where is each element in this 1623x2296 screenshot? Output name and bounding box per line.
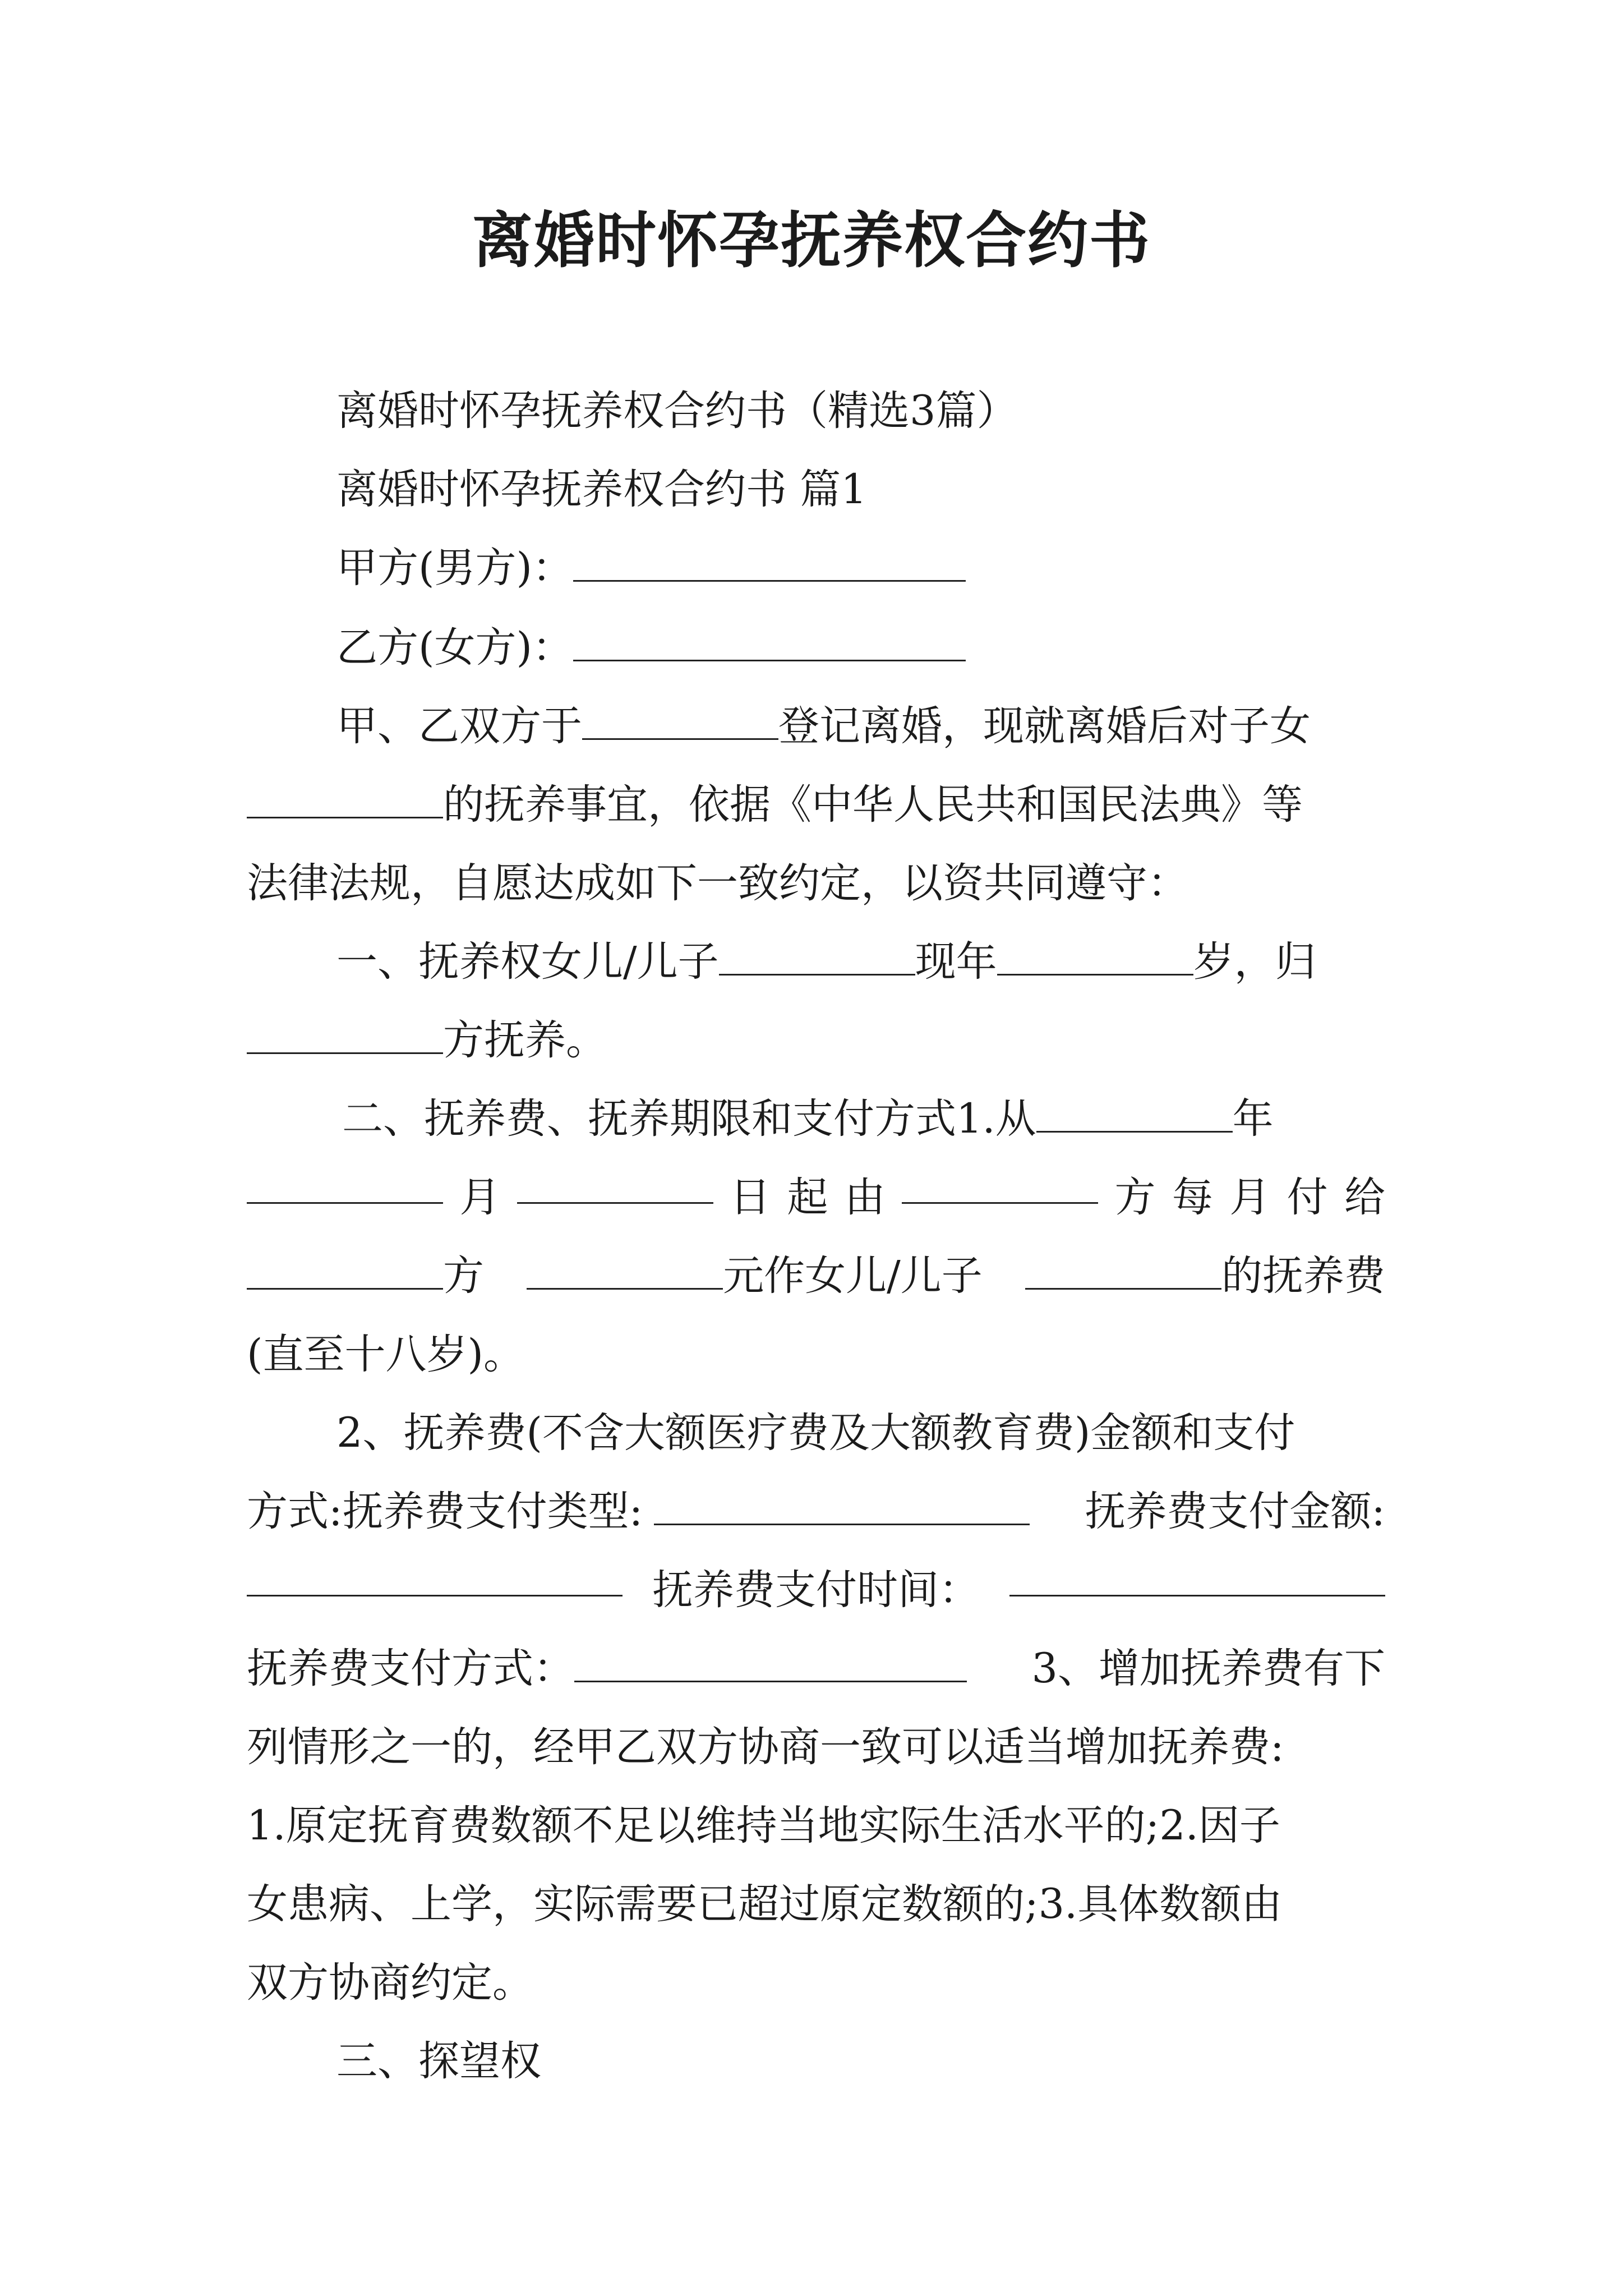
text: 的抚养事宜，依据《中华人民共和国民法典》等 <box>443 781 1303 829</box>
amount-blank <box>527 1255 723 1290</box>
text: 由 <box>844 1174 886 1221</box>
text: 现年 <box>915 938 997 986</box>
section-2-line-2 <box>247 1170 1385 1226</box>
party-a-line <box>336 540 966 596</box>
section-3-heading: 三、探望权 <box>336 2037 541 2085</box>
text: 日 <box>730 1174 771 1221</box>
child-name-blank <box>719 941 915 976</box>
text: 的抚养费 <box>1221 1252 1385 1300</box>
month-blank <box>247 1170 443 1204</box>
text: 月 <box>459 1174 501 1221</box>
text: 方抚养。 <box>443 1016 607 1064</box>
document-title: 离婚时怀孕抚养权合约书 <box>472 206 1151 276</box>
text: 3、增加抚养费有下 <box>1031 1645 1385 1692</box>
year-blank <box>1036 1098 1233 1133</box>
party-b-blank <box>573 627 966 661</box>
section-2-2-line-3 <box>247 1562 1385 1618</box>
section-2-line-4: (直至十八岁)。 <box>247 1331 524 1378</box>
section-1-line-1 <box>336 934 1316 990</box>
payment-type-blank <box>654 1491 1030 1525</box>
section-2-2-line-1: 2、抚养费(不含大额医疗费及大额教育费)金额和支付 <box>336 1409 1295 1457</box>
party-b-label: 乙方(女方)： <box>336 624 573 671</box>
section-heading: 离婚时怀孕抚养权合约书 篇1 <box>336 466 867 513</box>
text: 方式:抚养费支付类型: <box>247 1488 643 1535</box>
paragraph-1-line-2 <box>247 777 1303 833</box>
party-a-label: 甲方(男方)： <box>336 544 573 592</box>
text: 二、抚养费、抚养期限和支付方式1.从 <box>342 1095 1036 1143</box>
date-blank <box>582 706 778 740</box>
custody-party-blank <box>247 1020 443 1054</box>
section-1-line-2 <box>247 1013 607 1069</box>
text: 抚养费支付金额: <box>1085 1488 1385 1535</box>
day-blank <box>517 1170 713 1204</box>
section-2-line-1 <box>342 1091 1274 1147</box>
text: 甲、乙双方于 <box>336 702 582 750</box>
text: 元作女儿/儿子 <box>723 1252 983 1300</box>
payment-time-blank <box>1009 1562 1385 1596</box>
text: 岁，归 <box>1193 938 1316 986</box>
text: 一、抚养权女儿/儿子 <box>336 938 719 986</box>
age-blank <box>997 941 1193 976</box>
section-2-2-line-8: 双方协商约定。 <box>247 1959 533 2007</box>
text: 年 <box>1232 1095 1274 1143</box>
section-2-2-line-5: 列情形之一的，经甲乙双方协商一致可以适当增加抚养费: <box>247 1723 1284 1771</box>
payee-blank <box>247 1255 443 1290</box>
text: 每 <box>1172 1174 1213 1221</box>
payment-amount-blank <box>247 1562 623 1596</box>
section-2-2-line-6: 1.原定抚育费数额不足以维持当地实际生活水平的;2.因子 <box>247 1802 1280 1849</box>
child-blank <box>247 784 443 818</box>
text: 给 <box>1344 1174 1385 1221</box>
party-a-blank <box>573 547 966 582</box>
section-2-2-line-4 <box>247 1641 1385 1697</box>
payment-method-blank <box>574 1648 967 1682</box>
text: 方 <box>1114 1174 1156 1221</box>
text: 抚养费支付时间： <box>652 1566 980 1614</box>
party-b-line <box>336 620 966 676</box>
text: 抚养费支付方式： <box>247 1645 574 1692</box>
subtitle: 离婚时怀孕抚养权合约书（精选3篇） <box>336 387 1018 435</box>
text: 方 <box>443 1252 484 1300</box>
paragraph-1-line-3: 法律法规，自愿达成如下一致约定，以资共同遵守： <box>247 859 1188 907</box>
text: 月 <box>1229 1174 1271 1221</box>
text: 登记离婚，现就离婚后对子女 <box>778 702 1311 750</box>
section-2-2-line-7: 女患病、上学，实际需要已超过原定数额的;3.具体数额由 <box>247 1880 1283 1928</box>
section-2-line-3 <box>247 1248 1385 1304</box>
section-2-2-line-2 <box>247 1484 1385 1540</box>
child-blank <box>1025 1255 1221 1290</box>
paragraph-1-line-1 <box>336 698 1311 754</box>
text: 起 <box>787 1174 828 1221</box>
payer-blank <box>902 1170 1098 1204</box>
text: 付 <box>1287 1174 1328 1221</box>
